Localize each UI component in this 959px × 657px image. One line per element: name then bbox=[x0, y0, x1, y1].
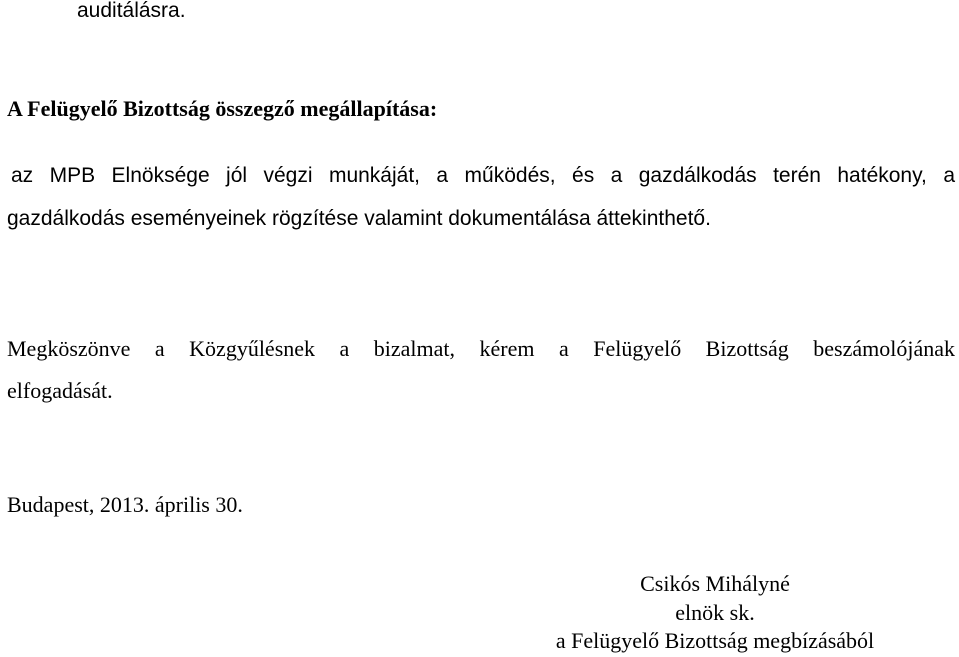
closing-line-1: Megköszönve a Közgyűlésnek a bizalmat, kérem a Felügyelő Bizottság beszámolójának bbox=[7, 336, 955, 361]
signatory-title: elnök sk. bbox=[675, 600, 755, 625]
signatory-capacity: a Felügyelő Bizottság megbízásából bbox=[555, 628, 875, 653]
finding-line-1: az MPB Elnöksége jól végzi munkáját, a működés, és a gazdálkodás terén hatékony, a bbox=[11, 164, 955, 187]
finding-line-2: gazdálkodás eseményeinek rögzítése valamint dokumentálása áttekinthető. bbox=[7, 207, 711, 230]
section-heading: A Felügyelő Bizottság összegző megállapítása: bbox=[7, 96, 438, 121]
closing-line-2: elfogadását. bbox=[7, 378, 113, 403]
signatory-name: Csikós Mihályné bbox=[640, 571, 790, 596]
top-text-fragment: auditálásra. bbox=[77, 0, 186, 22]
place-and-date: Budapest, 2013. április 30. bbox=[7, 492, 243, 517]
